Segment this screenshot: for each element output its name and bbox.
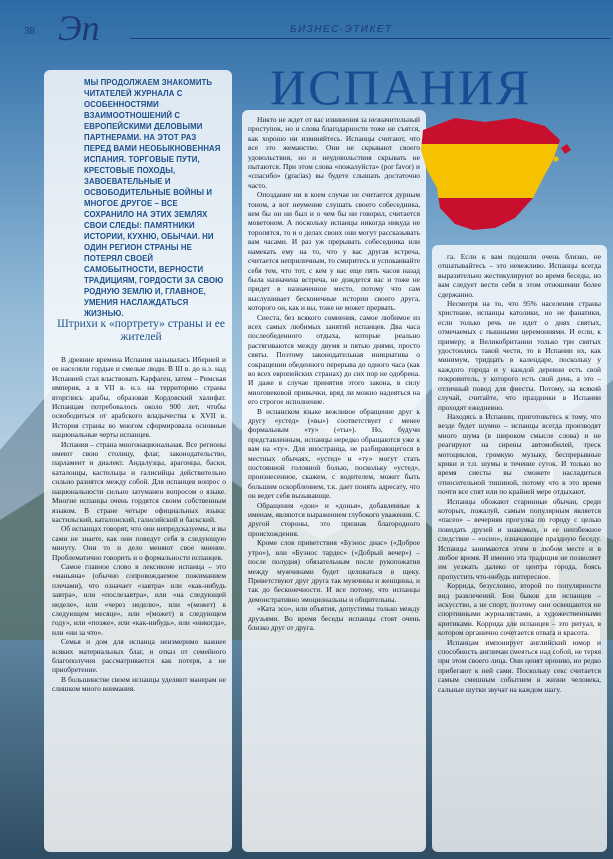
subheading: Штрихи к «портрету» страны и ее жителей — [57, 318, 225, 343]
col1-paragraph: В древние времена Испания называлась Иберией и ее населяли гордые и смелые люди. В III в. до н.э. над Испанией стал властвовать Карфаген, затем – Римская империя, а в VII в. н.э. на территорию страны вторглись арабы, образовав Кордовский халифат. Испанцам потребовалось около 900 лет, чтобы освободиться от арабского владычества к XVII в. История страны во многом сформировала основные национальные черты испанцев. — [52, 355, 226, 440]
column-3-text — [438, 252, 601, 849]
section-title: БИЗНЕС-ЭТИКЕТ — [290, 24, 393, 35]
svg-text:Эп: Эп — [58, 8, 100, 46]
col3-paragraph: Испанцам импонирует английский юмор и способность англичан смеяться над собой, не теряя при этом своего лица. Они ценят иронию, но редко прибегают к ней сами. Поскольку секс считается самым смешным событием в жизни человека, сальные шутки звучат на каждом шагу. — [438, 637, 601, 694]
col2-paragraph: Сиеста, без всякого сомнения, самое любимое из всех самых любимых занятий испанцев. Два часа послеобеденного отдыха, которые реально растягиваются между двумя и пятью днями, просто святы. Поэтому законодательная инициатива о сокращении обеденного перерыва до одного часа (как во всех европейских странах) до сих пор не одобрена. И даже в случае принятия этого закона, в силу многовековой привычки, вряд ли можно надеяться на его строгое исполнение. — [248, 312, 420, 407]
intro-lead: МЫ ПРОДОЛЖАЕМ ЗНАКОМИТЬ ЧИТАТЕЛЕЙ ЖУРНАЛА С ОСОБЕННОСТЯМИ ВЗАИМООТНОШЕНИЙ С ЕВРОПЕЙСКИМИ ДЕЛОВЫМИ ПАРТНЕРАМИ. НА ЭТОТ РАЗ ПЕРЕД ВАМИ НЕОБЫКНОВЕННАЯ ИСПАНИЯ. ТОРГОВЫЕ ПУТИ, КРЕСТОВЫЕ ПОХОДЫ, ЗАВОЕВАТЕЛЬНЫЕ И ОСВОБОДИТЕЛЬНЫЕ ВОЙНЫ И МНОГОЕ ДРУГОЕ – ВСЕ СОХРАНИЛО НА ЭТИХ ЗЕМЛЯХ СВОИ СЛЕДЫ: ПАМЯТНИКИ ИСТОРИИ, КУХНЮ, ОБЫЧАИ. НИ ОДИН РЕГИОН СТРАНЫ НЕ ПОТЕРЯЛ СВОЕЙ САМОБЫТНОСТИ, ВЕРНОСТИ ТРАДИЦИЯМ, ГОРДОСТИ ЗА СВОЮ РОДНУЮ ЗЕМЛЮ И, ГЛАВНОЕ, УМЕНИЯ НАСЛАЖДАТЬСЯ ЖИЗНЬЮ. — [84, 78, 224, 318]
col1-paragraph: В большинстве своем испанцы уделяют манерам не слишком много внимания. — [52, 674, 226, 694]
col3-paragraph: Находясь в Испании, приготовьтесь к тому, что везде будет шумно – испанцы всегда производят много шума (в широком смысле слова) и не реагируют на сирены автомобилей, треск мотоциклов, громкую музыку, беспрерывные крики и т.п. шумы в течение суток. И только во время сиесты вы сможете насладиться относительной тишиной, потому что в это время почти все спят или по крайней мере отдыхают. — [438, 411, 601, 497]
col2-paragraph: Кроме слов приветствия «Буэнос диас» («Доброе утро»), или «Буэнос тардес» («Добрый вечер») – после полудня) обязательным после рукопожатия между мужчинами будет целоваться в щеку. Приветствуют друг друга так мужчины и женщины, и так до бесконечности. И все потому, что испанцы демонстративно эмоциональны и общительны. — [248, 538, 420, 604]
col3-paragraph: га. Если к вам подошли очень близко, не отшатывайтесь – это невежливо. Испанцы всегда выразительно жестикулируют во время беседы, но вам следует вести себя в этом отношении более сдержанно. — [438, 252, 601, 299]
article-title: ИСПАНИЯ — [270, 59, 532, 115]
col1-paragraph: Испания – страна многонациональная. Все регионы имеют свою столицу, флаг, законодательство, парламент и диалект. Андалузцы, арагонцы, баски, каталонцы, кастильцы и галисийцы действительно сильно разнятся между собой. Для испанцев вопрос о национальности сильно затуманен вопросом о языке. Многие испанцы очень гордятся своим собственным языком. В стране четыре официальных языка: кастильский, каталонский, галисийский и баскский. — [52, 439, 226, 524]
col2-paragraph: Опоздание ни в коем случае не считается дурным тоном, а вот неумение слушать своего собеседника, кем бы он ни был и о чем бы ни говорил, считается моветоном. А поскольку испанцы никогда никуда не торопятся, то и о делах своих они могут рассказывать вам часами. И раз уж прерывать собеседника или намекать ему на то, что у вас другая встреча, считается неприличным, то смиритесь и успокаивайте себя тем, что тот, с кем у вас еще пять часов назад была назначена встреча, не дождется вас и тоже не придет в назначенное место, потому что сам выслушивает бесконечные истории своего друга, которого он, как и вы, тоже не может прервать. — [248, 190, 420, 313]
column-1-text — [52, 355, 226, 849]
col3-paragraph: Несмотря на то, что 95% населения страны христиане, испанцы католики, но не фанатики, если только речь не идет о днях святых, отмечаемых с пышными церемониями. И если, к примеру, в Великобритании только три святых удостоились такой чести, то в Испании их, как минимум, тридцать в календаре, поскольку у каждого города и у каждой деревни есть свой покровитель, у которого есть свой день, а это – отличный повод для фиесты. Потому, на всякий случай, считайте, что праздники в Испании проходят ежедневно. — [438, 299, 601, 412]
page-number: 38 — [24, 25, 35, 37]
col2-paragraph: «Ката эсо», или объятия, допустимы только между друзьями. Во время беседы испанцы стоят очень близко друг от друга. — [248, 604, 420, 632]
page-header — [0, 0, 613, 46]
magazine-logo — [56, 6, 126, 46]
col1-paragraph: Семья и дом для испанца неизмеримо важнее всяких материальных благ, и отказ от семейного благополучия рассматривается как потеря, а не приобретение. — [52, 637, 226, 675]
col3-paragraph: Коррида, безусловно, второй по популярности вид развлечений. Бои быков для испанцев – искусство, а не спорт, поэтому они освещаются не спортивными журналистами, а художественными критиками. Коррида для испанцев – это ритуал, в котором органично сочетается отвага и красота. — [438, 581, 601, 638]
header-rule — [130, 38, 610, 39]
col3-paragraph: Испанцы обожают старинные обычаи, среди которых, пожалуй, самым популярным является «пасео» – вечерняя прогулка по городу с целью повидать друзей и знакомых, и ее неизбежное следствие – «осио», означающее праздную беседу. Испанцы занимаются этим в любом месте и в любое время. И именно эта традиция не позволяет им уезжать далеко от центра города, боясь пропустить что-нибудь интересное. — [438, 496, 601, 581]
column-2-text — [248, 115, 420, 849]
col1-paragraph: Об испанцах говорят, что они непредсказуемы, и вы сами не знаете, как они поведут себя в следующую минуту. Они то и дело меняют свое мнение. Проблематично говорить и о формальности испанцев. — [52, 524, 226, 562]
col2-paragraph: Обращения «дон» и «донья», добавленные к именам, являются выражением глубокого уважения. С другой стороны, это признак благородного происхождения. — [248, 500, 420, 538]
col2-paragraph: Никто не ждет от вас извинения за незначительный проступок, но и слова благодарности тоже не съятся, как хорошо ни извиняйтесь. Испанцы считают, что все это жеманство. Они не скрывают своего удовольствия, но и неудовольствия скрывать не пытаются. При этом слова «пожалуйста» (por favor) и «спасибо» (gracias) вы будете слышать достаточно часто. — [248, 115, 420, 190]
col1-paragraph: Самое главное слово в лексиконе испанца – это «маньяна» (обычно сопровождаемое пожиманием плечами), что означает «завтра» или «как-нибудь завтра», или «послезавтра», или «на следующей неделе», или «через неделю», или «(может) в следующем месяце», или «(может) в следующем году», или «позже», или «как-нибудь», или «никогда», или «ни за что». — [52, 561, 226, 637]
col2-paragraph: В испанском языке вежливое обращение друг к другу «устед» («вы») соответствует с менее формальным «ту» («ты»). Но, будучи представленным, испанцы нередко обращаются уже к вам на «ту». Для иностранца, не разбирающегося в местных обычаях, «устед» и «ту» могут стать постоянной головной болью, поскольку «устед», произнесенное, скажем, с водителем, может быть большим оскорблением, т.к. дает понять адресату, что он ведет себя вызывающе. — [248, 406, 420, 501]
spain-flag-map — [415, 100, 575, 250]
